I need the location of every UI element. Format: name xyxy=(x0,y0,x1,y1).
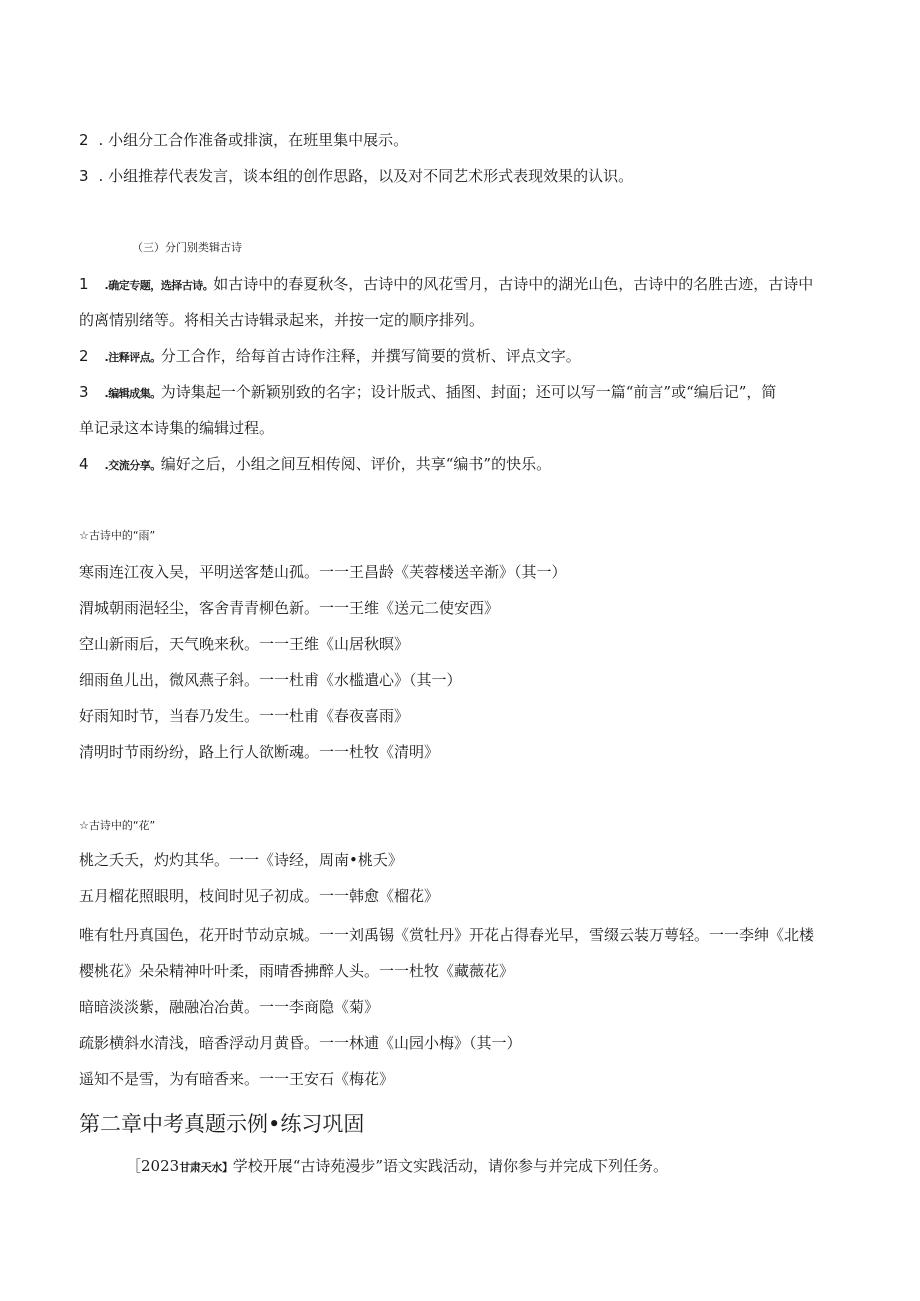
step-item xyxy=(79,346,581,368)
poem-line: 疏影横斜水清浅，暗香浮动月黄昏。一一林逋《山园小梅》（其一） xyxy=(79,1034,522,1052)
item-number: 2 xyxy=(79,131,89,149)
step-item xyxy=(79,274,813,296)
poem-line: 桃之夭夭，灼灼其华。一一《诗经，周南•桃夭》 xyxy=(79,851,403,869)
step-number: 4 xyxy=(79,455,89,473)
item-text: . 小组分工合作准备或排演，在班里集中展示。 xyxy=(98,131,409,149)
poem-line: 遥知不是雪，为有暗香来。一一王安石《梅花》 xyxy=(79,1070,395,1088)
step-lead: .编辑成集。 xyxy=(104,387,161,400)
rain-heading: ☆古诗中的“雨” xyxy=(79,529,156,542)
section-title: （三）分门别类辑古诗 xyxy=(132,241,242,254)
step-number: 3 xyxy=(79,383,89,401)
flower-heading: ☆古诗中的“花” xyxy=(79,819,156,832)
step-text: 编好之后，小组之间互相传阅、评价，共享“编书”的快乐。 xyxy=(160,455,552,473)
poem-line: 寒雨连江夜入吴，平明送客楚山孤。一一王昌龄《芙蓉楼送辛渐》（其一） xyxy=(79,563,567,581)
exam-source: 甘肃天水】 xyxy=(179,1161,233,1174)
poem-line: 好雨知时节，当春乃发生。一一杜甫《春夜喜雨》 xyxy=(79,707,410,725)
poem-line: 清明时节雨纷纷，路上行人欲断魂。一一杜牧《清明》 xyxy=(79,743,440,761)
step-text: 如古诗中的春夏秋冬，古诗中的风花雪月，古诗中的湖光山色，古诗中的名胜古迹，古诗中 xyxy=(213,275,814,293)
poem-line: 渭城朝雨浥轻尘，客舍青青柳色新。一一王维《送元二使安西》 xyxy=(79,599,500,617)
step-item xyxy=(79,382,776,404)
exam-text: 学校开展“古诗苑漫步”语文实践活动，请你参与并完成下列任务。 xyxy=(232,1157,669,1175)
item-text: . 小组推荐代表发言，谈本组的创作思路，以及对不同艺术形式表现效果的认识。 xyxy=(98,167,634,185)
item-number: 3 xyxy=(79,167,89,185)
step-lead: .注释评点。 xyxy=(104,351,161,364)
step-lead: .确定专题，选择古诗。 xyxy=(104,279,214,292)
poem-line: 细雨鱼儿出，微风燕子斜。一一杜甫《水槛遣心》（其一） xyxy=(79,671,462,689)
step-number: 2 xyxy=(79,347,89,365)
poem-line: 唯有牡丹真国色，花开时节动京城。一一刘禹锡《赏牡丹》开花占得春光早，雪缀云装万萼轻。一一李绅《北楼 xyxy=(79,926,815,944)
poem-line: 樱桃花》朵朵精神叶叶柔，雨晴香拂醉人头。一一杜牧《藏薇花》 xyxy=(79,962,515,980)
step-text: 分工合作，给每首古诗作注释，并撰写简要的赏析、评点文字。 xyxy=(160,347,581,365)
poem-line: 空山新雨后，天气晚来秋。一一王维《山居秋暝》 xyxy=(79,635,410,653)
poem-line: 五月榴花照眼明，枝间时见子初成。一一韩愈《榴花》 xyxy=(79,887,440,905)
step-text: 为诗集起一个新颖别致的名字；设计版式、插图、封面；还可以写一篇“前言”或“编后记”，简 xyxy=(160,383,777,401)
step-continuation: 单记录这本诗集的编辑过程。 xyxy=(79,419,275,437)
poem-line: 暗暗淡淡紫，融融冶冶黄。一一李商隐《菊》 xyxy=(79,998,380,1016)
step-lead: .交流分享。 xyxy=(104,459,161,472)
chapter-title: 第二章中考真题示例•练习巩固 xyxy=(79,1112,365,1136)
exam-year: ［2023 xyxy=(126,1157,180,1175)
step-continuation: 的离情别绪等。将相关古诗辑录起来，并按一定的顺序排列。 xyxy=(79,311,485,329)
top-list-item xyxy=(79,166,633,186)
top-list-item xyxy=(79,130,408,150)
step-number: 1 xyxy=(79,275,89,293)
exam-question xyxy=(126,1156,668,1178)
step-item xyxy=(79,454,551,476)
